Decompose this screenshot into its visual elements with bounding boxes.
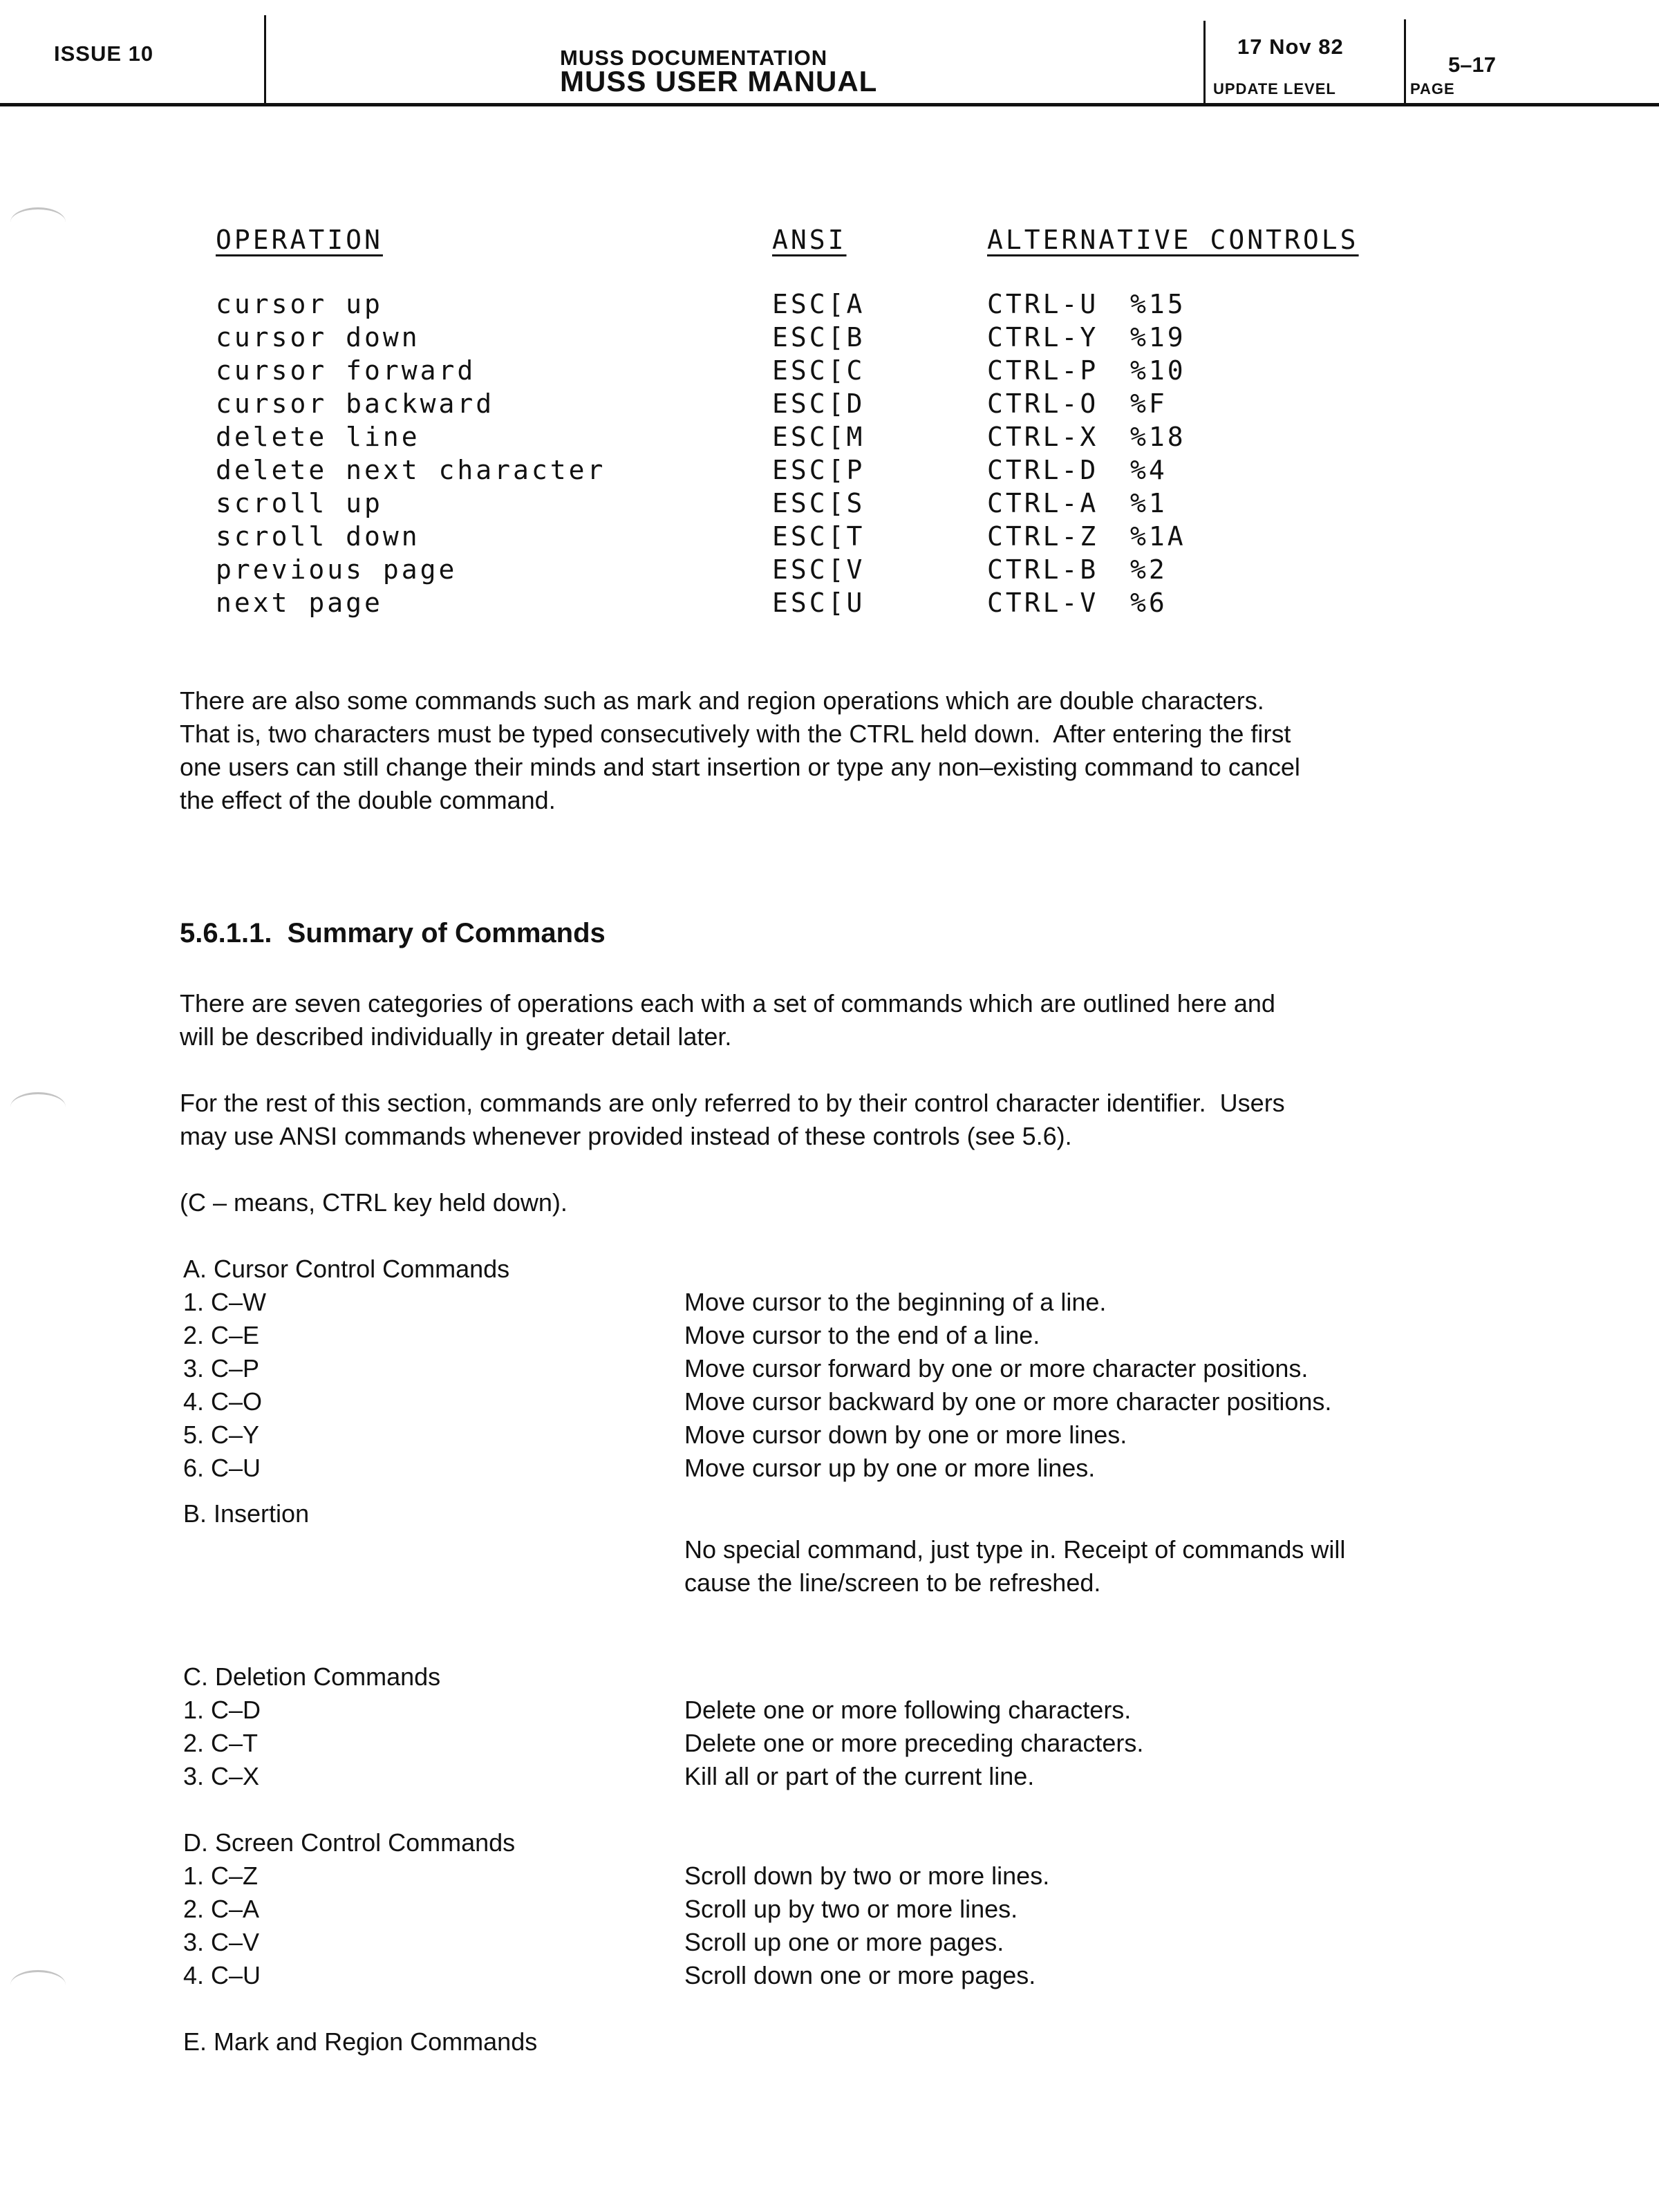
command-description: Move cursor to the beginning of a line. <box>684 1288 1107 1316</box>
category-title: D. Screen Control Commands <box>183 1828 516 1857</box>
control-key-cell: CTRL-U <box>987 289 1099 319</box>
command-key: 3. C–P <box>183 1354 260 1382</box>
ansi-cell: ESC[C <box>772 355 865 386</box>
control-key-cell: CTRL-X <box>987 422 1099 452</box>
command-description: Delete one or more preceding characters. <box>684 1729 1144 1757</box>
control-key-cell: CTRL-O <box>987 388 1099 419</box>
control-code-cell: %15 <box>1130 289 1186 319</box>
operation-cell: previous page <box>216 554 458 585</box>
section-heading <box>180 918 606 949</box>
command-description: Scroll down one or more pages. <box>684 1961 1036 1989</box>
command-key: 2. C–T <box>183 1729 259 1757</box>
text-line: That is, two characters must be typed consecutively with the CTRL held down. After entering the first <box>180 720 1291 748</box>
ansi-cell: ESC[S <box>772 488 865 518</box>
issue-number: ISSUE 10 <box>54 41 154 66</box>
control-code-cell: %18 <box>1130 422 1186 452</box>
text-line: may use ANSI commands whenever provided instead of these controls (see 5.6). <box>180 1122 1072 1150</box>
command-description: Scroll up one or more pages. <box>684 1928 1004 1956</box>
command-description: Delete one or more following characters. <box>684 1696 1132 1724</box>
control-code-cell: %F <box>1130 388 1168 419</box>
operation-cell: delete line <box>216 422 420 452</box>
section-number: 5.6.1.1. <box>180 918 272 948</box>
command-description: Move cursor up by one or more lines. <box>684 1454 1096 1482</box>
control-key-cell: CTRL-D <box>987 455 1099 485</box>
command-key: 4. C–O <box>183 1387 263 1416</box>
page-label: PAGE <box>1410 80 1455 97</box>
update-level-label: UPDATE LEVEL <box>1213 80 1336 97</box>
control-key-cell: CTRL-P <box>987 355 1099 386</box>
text-line: the effect of the double command. <box>180 786 556 814</box>
ansi-cell: ESC[A <box>772 289 865 319</box>
control-code-cell: %6 <box>1130 588 1168 618</box>
intro-paragraph <box>180 684 1493 817</box>
operation-cell: cursor forward <box>216 355 476 386</box>
control-code-cell: %4 <box>1130 455 1168 485</box>
text-line: There are seven categories of operations each with a set of commands which are outlined here and <box>180 989 1275 1018</box>
control-code-cell: %1A <box>1130 521 1186 552</box>
column-header-ansi: ANSI <box>772 225 847 255</box>
section-paragraph <box>180 987 1493 1053</box>
category-title: A. Cursor Control Commands <box>183 1255 510 1283</box>
text-line: For the rest of this section, commands are only referred to by their control character identifier. Users <box>180 1089 1285 1117</box>
command-key: 2. C–A <box>183 1895 260 1923</box>
category-description: No special command, just type in. Receipt of commands will <box>684 1535 1346 1564</box>
ansi-cell: ESC[D <box>772 388 865 419</box>
ansi-cell: ESC[P <box>772 455 865 485</box>
command-key: 2. C–E <box>183 1321 260 1349</box>
operation-cell: scroll up <box>216 488 383 518</box>
ansi-cell: ESC[B <box>772 322 865 353</box>
command-key: 3. C–X <box>183 1762 260 1790</box>
command-key: 1. C–W <box>183 1288 267 1316</box>
header-divider <box>1203 21 1206 105</box>
command-key: 1. C–Z <box>183 1862 259 1890</box>
category-description: cause the line/screen to be refreshed. <box>684 1568 1101 1597</box>
operation-cell: cursor down <box>216 322 420 353</box>
column-header-operation: OPERATION <box>216 225 383 255</box>
command-description: Move cursor backward by one or more character positions. <box>684 1387 1332 1416</box>
operation-cell: delete next character <box>216 455 606 485</box>
operation-cell: next page <box>216 588 383 618</box>
command-key: 5. C–Y <box>183 1421 260 1449</box>
section-note: (C – means, CTRL key held down). <box>180 1188 568 1217</box>
header-divider <box>1404 19 1406 105</box>
punch-hole-mark <box>10 1970 66 2000</box>
text-line: There are also some commands such as mark and region operations which are double characters. <box>180 686 1264 715</box>
page-number: 5–17 <box>1448 53 1496 77</box>
control-key-cell: CTRL-Z <box>987 521 1099 552</box>
punch-hole-mark <box>10 1092 66 1122</box>
operation-cell: cursor backward <box>216 388 495 419</box>
command-key: 4. C–U <box>183 1961 261 1989</box>
operation-cell: scroll down <box>216 521 420 552</box>
command-description: Move cursor down by one or more lines. <box>684 1421 1127 1449</box>
category-title: E. Mark and Region Commands <box>183 2027 538 2056</box>
column-header-alternative-controls: ALTERNATIVE CONTROLS <box>987 225 1359 255</box>
command-key: 1. C–D <box>183 1696 261 1724</box>
document-series: MUSS DOCUMENTATION <box>560 46 828 70</box>
command-key: 3. C–V <box>183 1928 260 1956</box>
text-line: one users can still change their minds and start insertion or type any non–existing command to cancel <box>180 753 1300 781</box>
punch-hole-mark <box>10 207 66 237</box>
control-key-cell: CTRL-A <box>987 488 1099 518</box>
update-date: 17 Nov 82 <box>1237 35 1344 59</box>
command-description: Kill all or part of the current line. <box>684 1762 1035 1790</box>
category-title: B. Insertion <box>183 1499 310 1528</box>
ansi-cell: ESC[M <box>772 422 865 452</box>
command-description: Scroll up by two or more lines. <box>684 1895 1018 1923</box>
command-description: Move cursor to the end of a line. <box>684 1321 1040 1349</box>
section-title: Summary of Commands <box>287 918 606 948</box>
ansi-cell: ESC[T <box>772 521 865 552</box>
command-description: Move cursor forward by one or more character positions. <box>684 1354 1309 1382</box>
control-code-cell: %10 <box>1130 355 1186 386</box>
control-key-cell: CTRL-Y <box>987 322 1099 353</box>
section-paragraph <box>180 1087 1493 1153</box>
control-code-cell: %1 <box>1130 488 1168 518</box>
control-key-cell: CTRL-V <box>987 588 1099 618</box>
control-code-cell: %19 <box>1130 322 1186 353</box>
operation-cell: cursor up <box>216 289 383 319</box>
document-title: MUSS USER MANUAL <box>560 65 878 97</box>
header-rule <box>0 103 1659 106</box>
ansi-cell: ESC[U <box>772 588 865 618</box>
text-line: will be described individually in greater detail later. <box>180 1022 732 1051</box>
command-key: 6. C–U <box>183 1454 261 1482</box>
header-divider <box>264 15 266 105</box>
control-key-cell: CTRL-B <box>987 554 1099 585</box>
control-code-cell: %2 <box>1130 554 1168 585</box>
category-title: C. Deletion Commands <box>183 1662 441 1691</box>
ansi-cell: ESC[V <box>772 554 865 585</box>
command-description: Scroll down by two or more lines. <box>684 1862 1050 1890</box>
